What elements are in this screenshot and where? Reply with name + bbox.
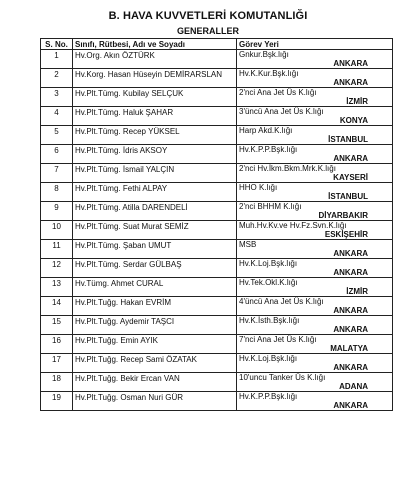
duty-station-cell: MSB bbox=[237, 240, 393, 250]
serial-number-cell: 1 bbox=[41, 50, 73, 69]
duty-station-cell: 3'üncü Ana Jet Üs K.lığı bbox=[237, 107, 393, 117]
city-cell: İSTANBUL bbox=[237, 192, 393, 202]
table-row bbox=[41, 69, 393, 79]
duty-station-cell: Hv.Tek.Okl.K.lığı bbox=[237, 278, 393, 288]
rank-name-cell: Hv.Tümg. Ahmet CURAL bbox=[73, 278, 237, 297]
rank-name-cell: Hv.Plt.Tümg. Haluk ŞAHAR bbox=[73, 107, 237, 126]
table-row bbox=[41, 221, 393, 231]
document-title: B. HAVA KUVVETLERİ KOMUTANLIĞI bbox=[108, 10, 308, 22]
serial-number-cell: 9 bbox=[41, 202, 73, 221]
table-row bbox=[41, 335, 393, 345]
city-cell: ANKARA bbox=[237, 306, 393, 316]
table-row bbox=[41, 373, 393, 383]
table-row bbox=[41, 164, 393, 174]
table-row bbox=[41, 145, 393, 155]
table-row bbox=[41, 297, 393, 307]
table-row bbox=[41, 392, 393, 402]
rank-name-cell: Hv.Plt.Tuğg. Aydemir TAŞCI bbox=[73, 316, 237, 335]
duty-station-cell: Gnkur.Bşk.lığı bbox=[237, 50, 393, 60]
header-rank-name: Sınıfı, Rütbesi, Adı ve Soyadı bbox=[73, 39, 237, 50]
duty-station-cell: Hv.K.Loj.Bşk.lığı bbox=[237, 354, 393, 364]
serial-number-cell: 6 bbox=[41, 145, 73, 164]
duty-station-cell: 10'uncu Tanker Üs K.lığı bbox=[237, 373, 393, 383]
header-serial-number: S. No. bbox=[41, 39, 73, 50]
table-row bbox=[41, 107, 393, 117]
city-cell: ANKARA bbox=[237, 59, 393, 69]
table-row bbox=[41, 183, 393, 193]
serial-number-cell: 5 bbox=[41, 126, 73, 145]
header-duty-station: Görev Yeri bbox=[237, 39, 393, 50]
rank-name-cell: Hv.Plt.Tümg. Serdar GÜLBAŞ bbox=[73, 259, 237, 278]
rank-name-cell: Hv.Plt.Tümg. Suat Murat SEMİZ bbox=[73, 221, 237, 240]
rank-name-cell: Hv.Plt.Tümg. İdris AKSOY bbox=[73, 145, 237, 164]
city-cell: ANKARA bbox=[237, 249, 393, 259]
rank-name-cell: Hv.Plt.Tuğg. Recep Sami ÖZATAK bbox=[73, 354, 237, 373]
city-cell: İSTANBUL bbox=[237, 135, 393, 145]
document-subtitle: GENERALLER bbox=[176, 26, 239, 36]
duty-station-cell: HHO K.lığı bbox=[237, 183, 393, 193]
serial-number-cell: 14 bbox=[41, 297, 73, 316]
table-row bbox=[41, 88, 393, 98]
table-row bbox=[41, 259, 393, 269]
rank-name-cell: Hv.Plt.Tümg. Şaban UMUT bbox=[73, 240, 237, 259]
serial-number-cell: 10 bbox=[41, 221, 73, 240]
city-cell: İZMİR bbox=[237, 97, 393, 107]
rank-name-cell: Hv.Korg. Hasan Hüseyin DEMİRARSLAN bbox=[73, 69, 237, 88]
serial-number-cell: 11 bbox=[41, 240, 73, 259]
city-cell: ANKARA bbox=[237, 325, 393, 335]
serial-number-cell: 2 bbox=[41, 69, 73, 88]
table-row bbox=[41, 202, 393, 212]
serial-number-cell: 16 bbox=[41, 335, 73, 354]
duty-station-cell: Hv.K.Loj.Bşk.lığı bbox=[237, 259, 393, 269]
rank-name-cell: Hv.Org. Akın ÖZTÜRK bbox=[73, 50, 237, 69]
table-row bbox=[41, 50, 393, 60]
rank-name-cell: Hv.Plt.Tuğg. Osman Nuri GÜR bbox=[73, 392, 237, 411]
duty-station-cell: 4'üncü Ana Jet Üs K.lığı bbox=[237, 297, 393, 307]
serial-number-cell: 18 bbox=[41, 373, 73, 392]
serial-number-cell: 8 bbox=[41, 183, 73, 202]
rank-name-cell: Hv.Plt.Tümg. İsmail YALÇIN bbox=[73, 164, 237, 183]
rank-name-cell: Hv.Plt.Tuğg. Bekir Ercan VAN bbox=[73, 373, 237, 392]
table-row bbox=[41, 316, 393, 326]
serial-number-cell: 19 bbox=[41, 392, 73, 411]
generals-table bbox=[40, 38, 393, 411]
rank-name-cell: Hv.Plt.Tümg. Atilla DARENDELİ bbox=[73, 202, 237, 221]
table-header-row bbox=[41, 39, 393, 50]
duty-station-cell: Hv.K.P.P.Bşk.lığı bbox=[237, 392, 393, 402]
city-cell: ANKARA bbox=[237, 363, 393, 373]
rank-name-cell: Hv.Plt.Tümg. Kubilay SELÇUK bbox=[73, 88, 237, 107]
table-row bbox=[41, 278, 393, 288]
duty-station-cell: 2'nci Ana Jet Üs K.lığı bbox=[237, 88, 393, 98]
city-cell: ADANA bbox=[237, 382, 393, 392]
rank-name-cell: Hv.Plt.Tuğg. Hakan EVRİM bbox=[73, 297, 237, 316]
table-row bbox=[41, 240, 393, 250]
serial-number-cell: 4 bbox=[41, 107, 73, 126]
city-cell: ANKARA bbox=[237, 78, 393, 88]
table-row bbox=[41, 126, 393, 136]
city-cell: KAYSERİ bbox=[237, 173, 393, 183]
rank-name-cell: Hv.Plt.Tümg. Fethi ALPAY bbox=[73, 183, 237, 202]
serial-number-cell: 17 bbox=[41, 354, 73, 373]
duty-station-cell: 2'nci BHHM K.lığı bbox=[237, 202, 393, 212]
duty-station-cell: Hv.K.İsth.Bşk.lığı bbox=[237, 316, 393, 326]
city-cell: ANKARA bbox=[237, 268, 393, 278]
city-cell: İZMİR bbox=[237, 287, 393, 297]
table-row bbox=[41, 354, 393, 364]
serial-number-cell: 15 bbox=[41, 316, 73, 335]
duty-station-cell: Hv.K.P.P.Bşk.lığı bbox=[237, 145, 393, 155]
city-cell: ANKARA bbox=[237, 154, 393, 164]
serial-number-cell: 7 bbox=[41, 164, 73, 183]
city-cell: ESKİŞEHİR bbox=[237, 230, 393, 240]
rank-name-cell: Hv.Plt.Tuğg. Emin AYIK bbox=[73, 335, 237, 354]
city-cell: DİYARBAKIR bbox=[237, 211, 393, 221]
duty-station-cell: 2'nci Hv.İkm.Bkm.Mrk.K.lığı bbox=[237, 164, 393, 174]
duty-station-cell: Hv.K.Kur.Bşk.lığı bbox=[237, 69, 393, 79]
city-cell: MALATYA bbox=[237, 344, 393, 354]
rank-name-cell: Hv.Plt.Tümg. Recep YÜKSEL bbox=[73, 126, 237, 145]
duty-station-cell: 7'nci Ana Jet Üs K.lığı bbox=[237, 335, 393, 345]
serial-number-cell: 12 bbox=[41, 259, 73, 278]
serial-number-cell: 3 bbox=[41, 88, 73, 107]
duty-station-cell: Muh.Hv.Kv.ve Hv.Fz.Svn.K.lığı bbox=[237, 221, 393, 231]
city-cell: KONYA bbox=[237, 116, 393, 126]
duty-station-cell: Harp Akd.K.lığı bbox=[237, 126, 393, 136]
city-cell: ANKARA bbox=[237, 401, 393, 411]
serial-number-cell: 13 bbox=[41, 278, 73, 297]
table-body bbox=[41, 50, 393, 411]
